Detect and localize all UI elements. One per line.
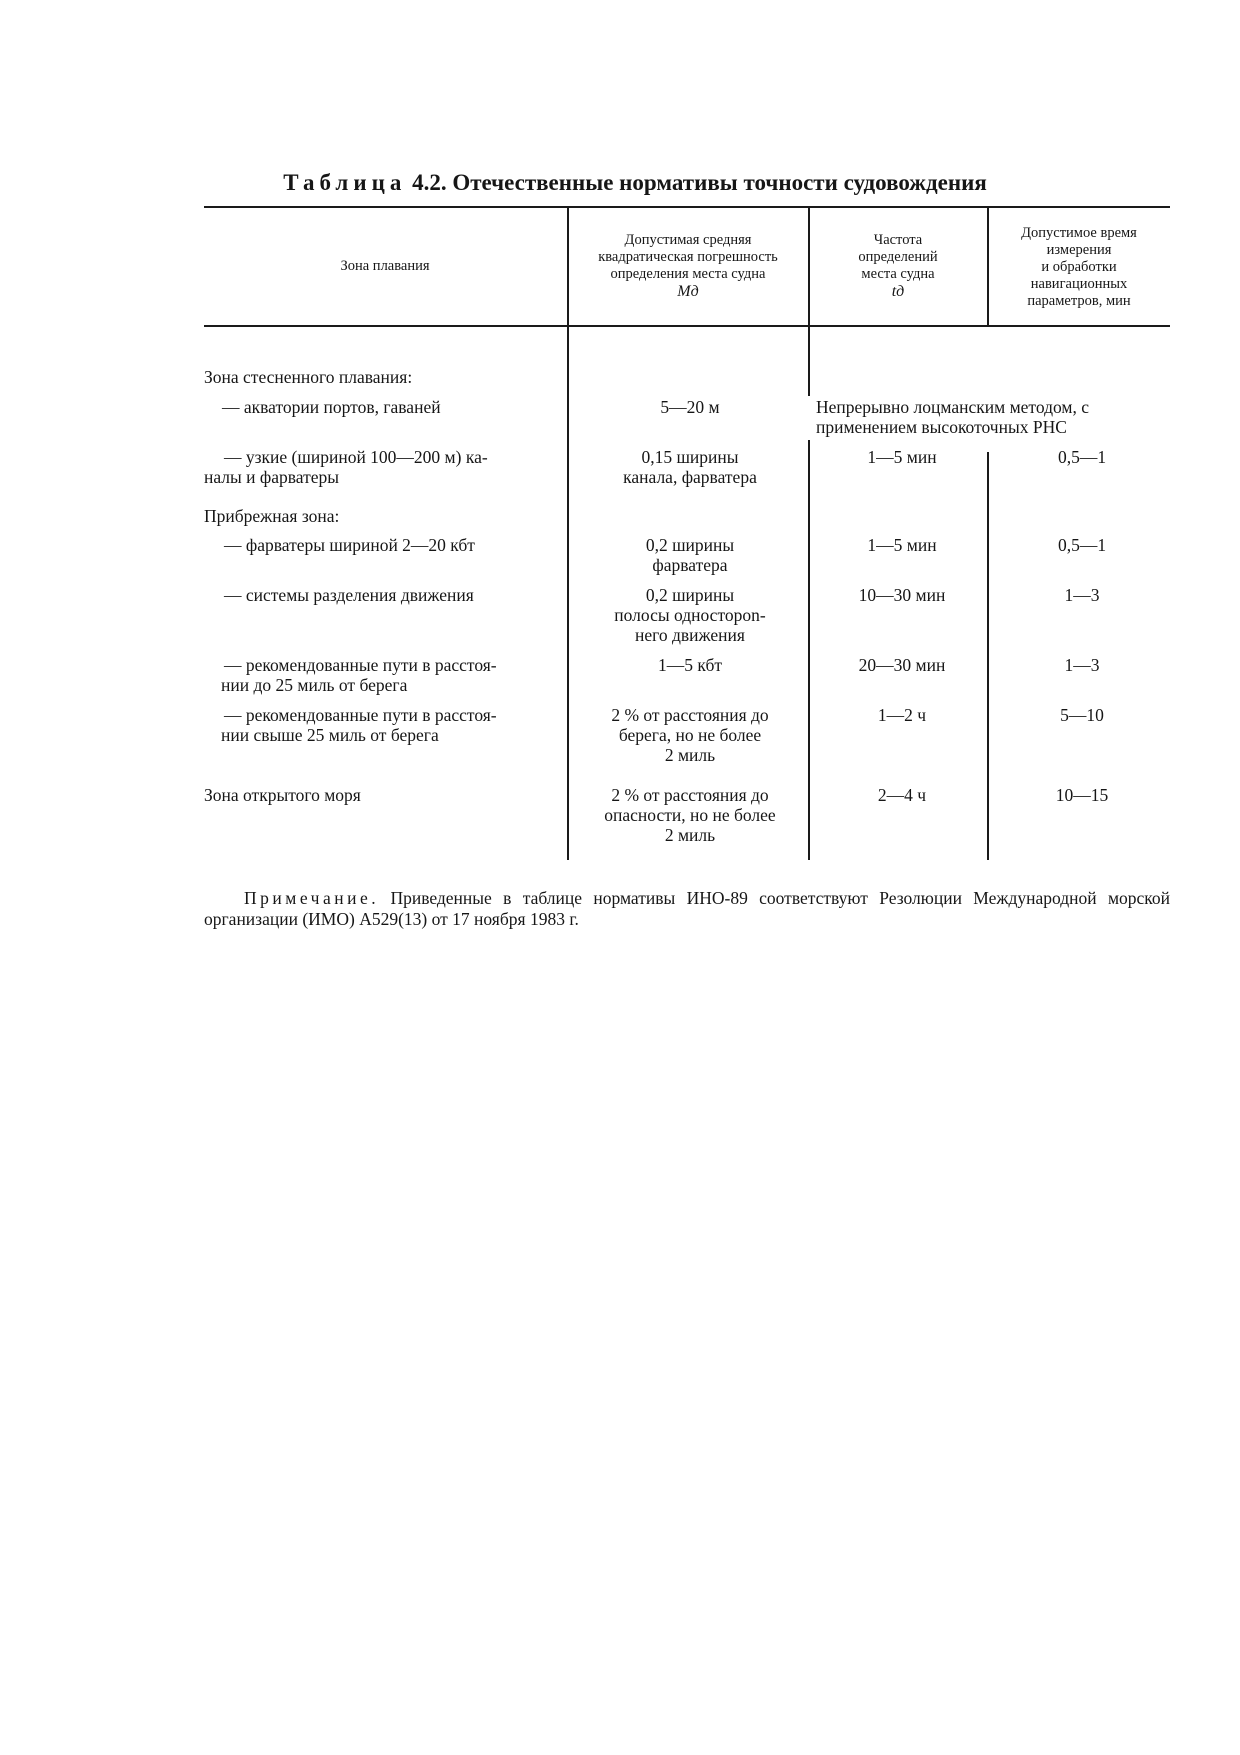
row-open-sea-frequency: 2—4 ч bbox=[877, 785, 927, 805]
row-fairways-time: 0,5—1 bbox=[1057, 535, 1107, 555]
row-channels-zone: — узкие (шириной 100—200 м) ка- налы и фарватеры bbox=[204, 447, 488, 487]
table-top-rule bbox=[204, 206, 1170, 208]
row-routes-near-error: 1—5 кбт bbox=[658, 655, 722, 675]
row-open-sea-time: 10—15 bbox=[1055, 785, 1109, 805]
row-routes-near-time: 1—3 bbox=[1064, 655, 1100, 675]
row-fairways-frequency: 1—5 мин bbox=[867, 535, 937, 555]
row-traffic-frequency: 10—30 мин bbox=[858, 585, 946, 605]
row-traffic-zone: — системы разделения движения bbox=[224, 585, 474, 605]
row-traffic-error: 0,2 ширины полосы одностороn- него движения bbox=[614, 585, 766, 645]
row-routes-far-zone: — рекомендованные пути в расстоя- нии свыше 25 миль от берега bbox=[221, 705, 497, 745]
table-note bbox=[204, 888, 1170, 930]
row-ports-span: Непрерывно лоцманским методом, с применением высокоточных РНС bbox=[816, 397, 1089, 437]
row-routes-near-frequency: 20—30 мин bbox=[858, 655, 946, 675]
header-frequency: Частота определений места судна tд bbox=[858, 232, 938, 300]
note-text: Приведенные в таблице нормативы ИНО-89 соответствуют Резолюции Международной морской организации (ИМО) А529(13) от 17 ноября 1983 г. bbox=[204, 888, 1171, 929]
caption-text: 4.2. Отечественные нормативы точности судовождения bbox=[412, 170, 987, 195]
table-header-rule bbox=[204, 325, 1170, 327]
row-fairways-error: 0,2 ширины фарватера bbox=[645, 535, 735, 575]
header-error: Допустимая средняя квадратическая погрешность определения места судна Mд bbox=[598, 232, 778, 300]
row-ports-zone: — акватории портов, гаваней bbox=[222, 397, 441, 417]
row-routes-far-time: 5—10 bbox=[1060, 705, 1104, 725]
col-divider-1-body bbox=[567, 326, 569, 860]
col-divider-2-body-top bbox=[808, 326, 810, 396]
row-open-sea-error: 2 % от расстояния до опасности, но не более 2 миль bbox=[604, 785, 776, 845]
note-label: Примечание. bbox=[244, 888, 380, 908]
row-fairways-zone: — фарватеры шириной 2—20 кбт bbox=[224, 535, 475, 555]
table-caption bbox=[200, 170, 1070, 196]
row-traffic-time: 1—3 bbox=[1064, 585, 1100, 605]
group-restricted-zone: Зона стесненного плавания: bbox=[204, 367, 413, 387]
row-routes-near-zone: — рекомендованные пути в расстоя- нии до 25 миль от берега bbox=[221, 655, 497, 695]
row-open-sea-zone: Зона открытого моря bbox=[204, 785, 361, 805]
row-routes-far-frequency: 1—2 ч bbox=[877, 705, 927, 725]
header-time: Допустимое время измерения и обработки навигационных параметров, мин bbox=[1021, 225, 1137, 309]
group-coastal-zone: Прибрежная зона: bbox=[204, 506, 340, 526]
caption-label: Таблица bbox=[283, 170, 407, 195]
row-routes-far-error: 2 % от расстояния до берега, но не более 2 миль bbox=[611, 705, 769, 765]
row-channels-frequency: 1—5 мин bbox=[867, 447, 937, 467]
row-ports-error: 5—20 м bbox=[660, 397, 720, 417]
header-zone: Зона плавания bbox=[340, 258, 430, 274]
row-channels-time: 0,5—1 bbox=[1057, 447, 1107, 467]
row-channels-error: 0,15 ширины канала, фарватера bbox=[623, 447, 757, 487]
